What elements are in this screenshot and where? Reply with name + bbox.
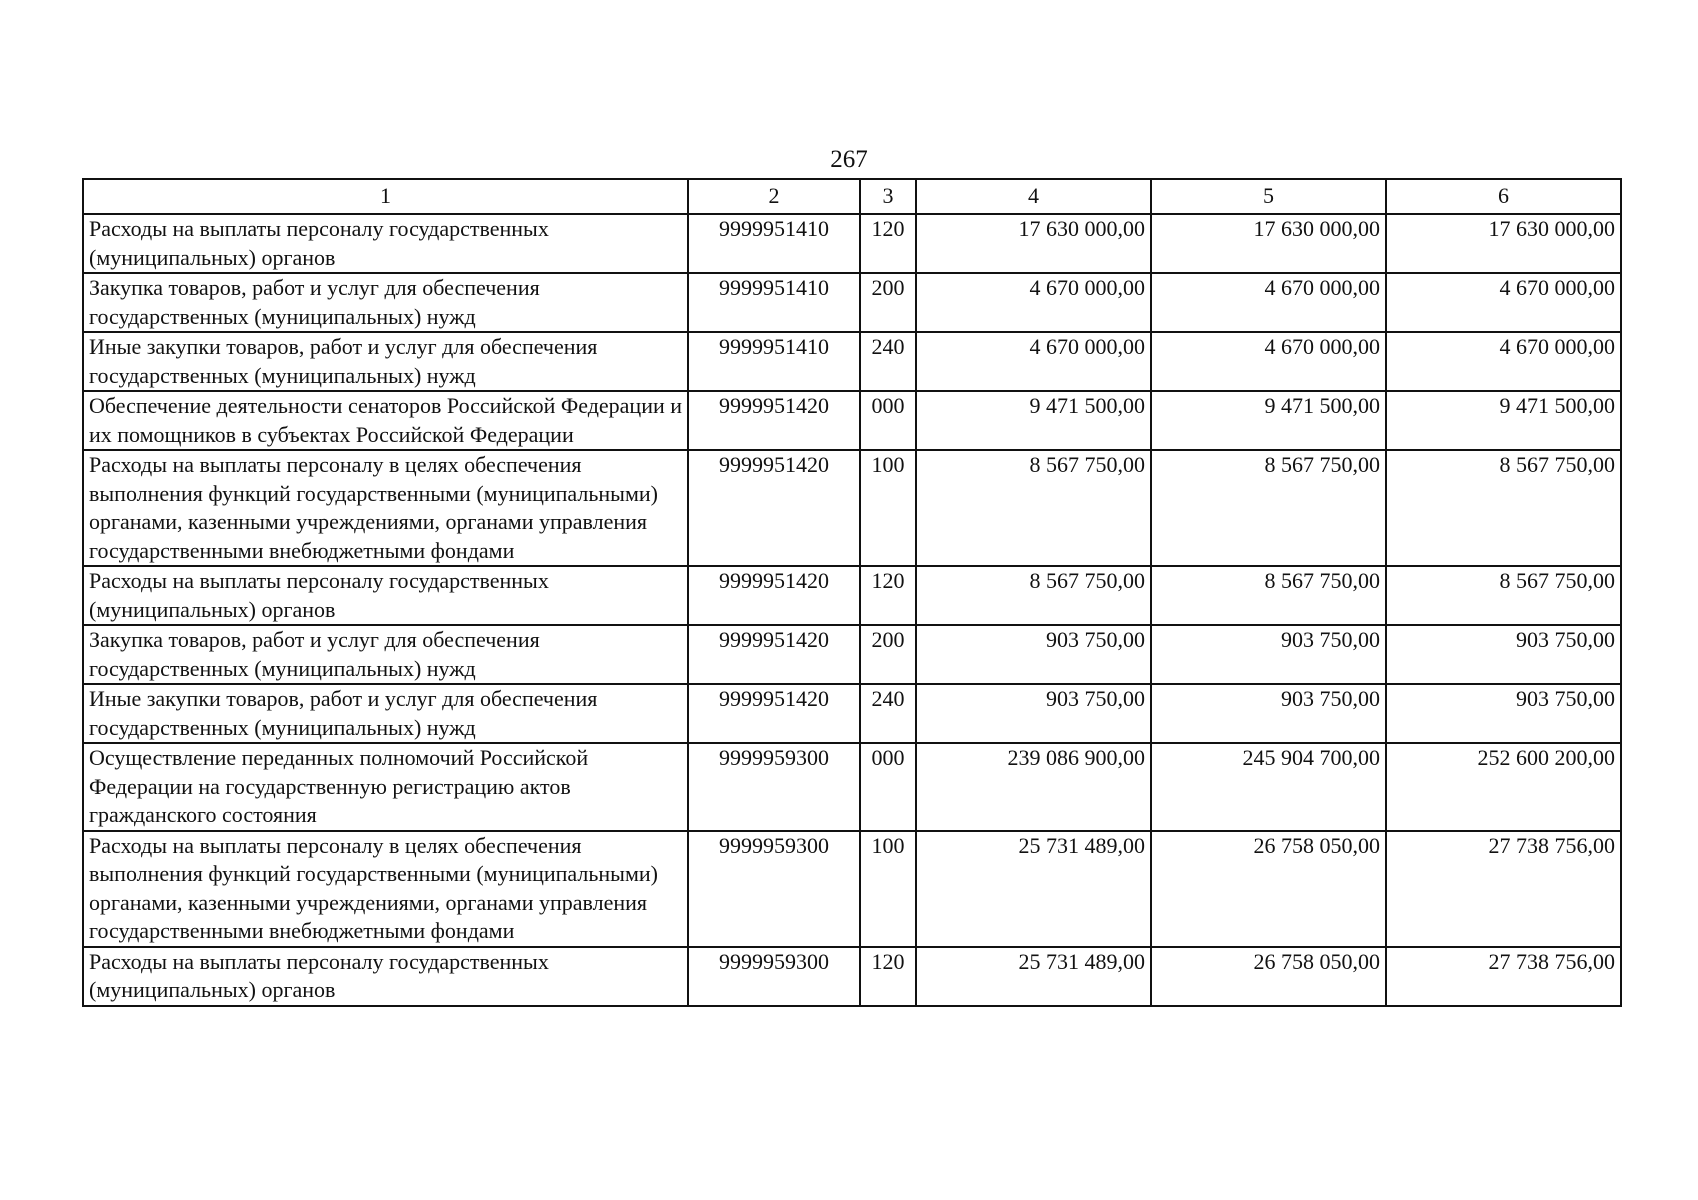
table-row xyxy=(83,684,1621,743)
table-row xyxy=(83,332,1621,391)
column-header: 1 xyxy=(83,179,688,214)
target-article-code: 9999951410 xyxy=(688,273,860,332)
expense-name: Закупка товаров, работ и услуг для обеспечения государственных (муниципальных) нужд xyxy=(83,625,688,684)
expense-type-code: 240 xyxy=(860,332,916,391)
expense-type-code: 120 xyxy=(860,947,916,1006)
amount-col4: 8 567 750,00 xyxy=(916,566,1151,625)
amount-col5: 8 567 750,00 xyxy=(1151,566,1386,625)
table-row xyxy=(83,273,1621,332)
amount-col4: 25 731 489,00 xyxy=(916,947,1151,1006)
amount-col4: 239 086 900,00 xyxy=(916,743,1151,831)
budget-table xyxy=(82,178,1622,1007)
target-article-code: 9999951420 xyxy=(688,684,860,743)
column-header: 3 xyxy=(860,179,916,214)
amount-col5: 26 758 050,00 xyxy=(1151,947,1386,1006)
amount-col6: 17 630 000,00 xyxy=(1386,214,1621,273)
amount-col5: 8 567 750,00 xyxy=(1151,450,1386,566)
amount-col6: 8 567 750,00 xyxy=(1386,566,1621,625)
table-row xyxy=(83,831,1621,947)
expense-name: Расходы на выплаты персоналу в целях обеспечения выполнения функций государственными (муниципальными) органами, казенными учреждениями, органами управления государственными внебюджетными фондами xyxy=(83,450,688,566)
table-row xyxy=(83,391,1621,450)
amount-col6: 252 600 200,00 xyxy=(1386,743,1621,831)
table-row xyxy=(83,566,1621,625)
expense-name: Расходы на выплаты персоналу государственных (муниципальных) органов xyxy=(83,947,688,1006)
amount-col6: 903 750,00 xyxy=(1386,625,1621,684)
amount-col6: 8 567 750,00 xyxy=(1386,450,1621,566)
expense-type-code: 200 xyxy=(860,625,916,684)
amount-col6: 4 670 000,00 xyxy=(1386,332,1621,391)
amount-col6: 4 670 000,00 xyxy=(1386,273,1621,332)
expense-type-code: 100 xyxy=(860,831,916,947)
table-row xyxy=(83,450,1621,566)
amount-col5: 17 630 000,00 xyxy=(1151,214,1386,273)
expense-type-code: 240 xyxy=(860,684,916,743)
target-article-code: 9999951420 xyxy=(688,625,860,684)
target-article-code: 9999951420 xyxy=(688,450,860,566)
expense-name: Иные закупки товаров, работ и услуг для обеспечения государственных (муниципальных) нужд xyxy=(83,332,688,391)
amount-col4: 25 731 489,00 xyxy=(916,831,1151,947)
expense-type-code: 000 xyxy=(860,391,916,450)
amount-col4: 9 471 500,00 xyxy=(916,391,1151,450)
amount-col5: 903 750,00 xyxy=(1151,625,1386,684)
amount-col5: 903 750,00 xyxy=(1151,684,1386,743)
amount-col4: 8 567 750,00 xyxy=(916,450,1151,566)
amount-col4: 903 750,00 xyxy=(916,625,1151,684)
column-header: 4 xyxy=(916,179,1151,214)
expense-type-code: 120 xyxy=(860,214,916,273)
expense-name: Расходы на выплаты персоналу государственных (муниципальных) органов xyxy=(83,214,688,273)
amount-col5: 26 758 050,00 xyxy=(1151,831,1386,947)
target-article-code: 9999951410 xyxy=(688,214,860,273)
expense-name: Закупка товаров, работ и услуг для обеспечения государственных (муниципальных) нужд xyxy=(83,273,688,332)
expense-name: Осуществление переданных полномочий Российской Федерации на государственную регистрацию актов гражданского состояния xyxy=(83,743,688,831)
expense-name: Расходы на выплаты персоналу государственных (муниципальных) органов xyxy=(83,566,688,625)
column-header: 5 xyxy=(1151,179,1386,214)
table-row xyxy=(83,947,1621,1006)
amount-col5: 245 904 700,00 xyxy=(1151,743,1386,831)
column-header: 2 xyxy=(688,179,860,214)
amount-col5: 4 670 000,00 xyxy=(1151,332,1386,391)
target-article-code: 9999959300 xyxy=(688,947,860,1006)
amount-col4: 903 750,00 xyxy=(916,684,1151,743)
expense-name: Иные закупки товаров, работ и услуг для обеспечения государственных (муниципальных) нужд xyxy=(83,684,688,743)
target-article-code: 9999959300 xyxy=(688,743,860,831)
target-article-code: 9999951410 xyxy=(688,332,860,391)
expense-type-code: 100 xyxy=(860,450,916,566)
amount-col6: 903 750,00 xyxy=(1386,684,1621,743)
target-article-code: 9999959300 xyxy=(688,831,860,947)
expense-type-code: 120 xyxy=(860,566,916,625)
amount-col5: 4 670 000,00 xyxy=(1151,273,1386,332)
table-row xyxy=(83,743,1621,831)
expense-type-code: 200 xyxy=(860,273,916,332)
amount-col4: 4 670 000,00 xyxy=(916,273,1151,332)
expense-name: Расходы на выплаты персоналу в целях обеспечения выполнения функций государственными (муниципальными) органами, казенными учреждениями, органами управления государственными внебюджетными фондами xyxy=(83,831,688,947)
table-row xyxy=(83,214,1621,273)
expense-type-code: 000 xyxy=(860,743,916,831)
amount-col6: 27 738 756,00 xyxy=(1386,947,1621,1006)
amount-col6: 9 471 500,00 xyxy=(1386,391,1621,450)
table-header-row xyxy=(83,179,1621,214)
target-article-code: 9999951420 xyxy=(688,566,860,625)
column-header: 6 xyxy=(1386,179,1621,214)
amount-col5: 9 471 500,00 xyxy=(1151,391,1386,450)
expense-name: Обеспечение деятельности сенаторов Российской Федерации и их помощников в субъектах Российской Федерации xyxy=(83,391,688,450)
table-row xyxy=(83,625,1621,684)
amount-col4: 4 670 000,00 xyxy=(916,332,1151,391)
amount-col4: 17 630 000,00 xyxy=(916,214,1151,273)
amount-col6: 27 738 756,00 xyxy=(1386,831,1621,947)
target-article-code: 9999951420 xyxy=(688,391,860,450)
page-number: 267 xyxy=(830,146,868,173)
